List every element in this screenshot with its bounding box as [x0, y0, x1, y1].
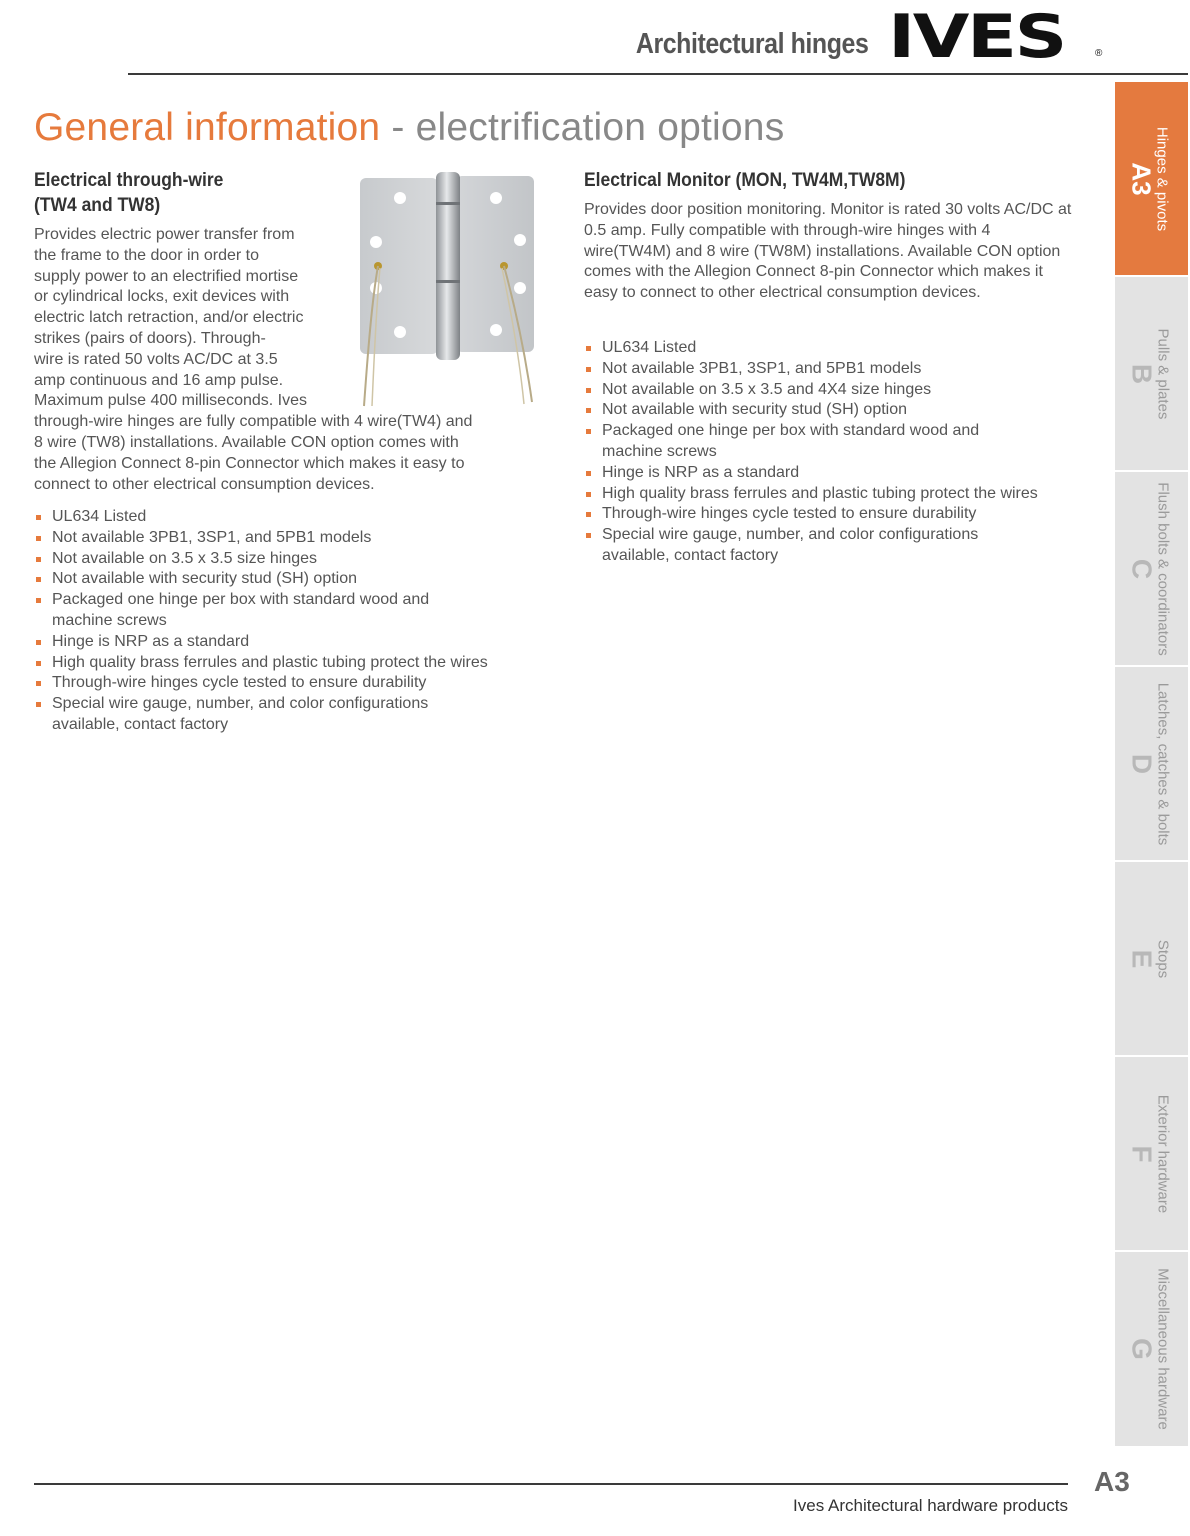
- registered-mark: ®: [1095, 48, 1103, 59]
- page-title-rest: electrification options: [415, 106, 785, 149]
- footer-text: Ives Architectural hardware products: [793, 1496, 1068, 1515]
- through-wire-features: [34, 507, 544, 736]
- feature-item: Through-wire hinges cycle tested to ensure durability: [584, 504, 1084, 525]
- through-wire-title-line1: Electrical through-wire: [34, 170, 224, 191]
- description-line: amp continuous and 16 amp pulse.: [34, 371, 284, 389]
- through-wire-hinge-image: [356, 170, 538, 408]
- feature-item: Packaged one hinge per box with standard wood and machine screws: [584, 421, 1022, 463]
- tab-flush-bolts[interactable]: [1115, 470, 1188, 665]
- tab-letter: D: [1126, 753, 1157, 774]
- feature-item: High quality brass ferrules and plastic tubing protect the wires: [584, 484, 1084, 505]
- tab-miscellaneous-hardware[interactable]: [1115, 1250, 1188, 1446]
- tab-label: Pulls & plates: [1154, 328, 1171, 419]
- tab-letter: A3: [1126, 161, 1156, 196]
- feature-item: Packaged one hinge per box with standard wood and machine screws: [34, 590, 472, 632]
- tab-exterior-hardware[interactable]: [1115, 1055, 1188, 1250]
- feature-item: UL634 Listed: [584, 338, 1084, 359]
- tab-letter: G: [1126, 1338, 1157, 1360]
- ives-logo: IVES: [888, 2, 1065, 72]
- description-line: through-wire hinges are fully compatible with 4 wire(TW4) and: [34, 413, 473, 431]
- tab-label: Flush bolts & coordinators: [1154, 481, 1171, 656]
- screw-hole: [514, 234, 526, 246]
- feature-item: Not available with security stud (SH) option: [34, 569, 544, 590]
- screw-hole: [514, 282, 526, 294]
- tab-letter: F: [1126, 1144, 1157, 1163]
- monitor-description: Provides door position monitoring. Monitor is rated 30 volts AC/DC at 0.5 amp. Fully compatible with through-wire hinges with 4 wire(TW4M) and 8 wire (TW8M) installations. Available CON option comes with the Allegion Connect 8-pin Connector which makes it easy to connect to other electrical consumption devices.: [584, 201, 1072, 302]
- tab-label: Exterior hardware: [1154, 1094, 1171, 1213]
- description-line: the frame to the door in order to: [34, 246, 260, 264]
- description-line: Maximum pulse 400 milliseconds. Ives: [34, 392, 307, 410]
- screw-hole: [490, 192, 502, 204]
- tab-hinges-pivots[interactable]: [1115, 80, 1188, 275]
- tab-label: Latches, catches & bolts: [1154, 682, 1171, 845]
- description-line: or cylindrical locks, exit devices with: [34, 288, 290, 306]
- description-line: connect to other electrical consumption devices.: [34, 475, 375, 493]
- feature-item: High quality brass ferrules and plastic tubing protect the wires: [34, 653, 544, 674]
- screw-hole: [394, 326, 406, 338]
- tab-pulls-plates[interactable]: [1115, 275, 1188, 470]
- header-rule: [128, 73, 1188, 75]
- description-line: the Allegion Connect 8-pin Connector which makes it easy to: [34, 454, 465, 472]
- tab-latches[interactable]: [1115, 665, 1188, 860]
- monitor-features: [584, 338, 1084, 567]
- monitor-title: Electrical Monitor (MON, TW4M,TW8M): [584, 170, 906, 191]
- page-title-accent: General information: [34, 106, 381, 149]
- description-line: wire is rated 50 volts AC/DC at 3.5: [34, 350, 278, 368]
- description-line: 8 wire (TW8) installations. Available CON option comes with: [34, 433, 459, 451]
- feature-item: Not available 3PB1, 3SP1, and 5PB1 models: [34, 528, 544, 549]
- feature-item: Not available 3PB1, 3SP1, and 5PB1 models: [584, 359, 1084, 380]
- feature-item: Special wire gauge, number, and color configurations available, contact factory: [34, 694, 472, 736]
- tab-label: Hinges & pivots: [1153, 126, 1170, 231]
- screw-hole: [394, 192, 406, 204]
- description-line: supply power to an electrified mortise: [34, 267, 299, 285]
- screw-hole: [370, 236, 382, 248]
- tab-letter: C: [1126, 558, 1157, 579]
- hinge-barrel: [436, 172, 460, 360]
- page-title-separator: -: [391, 106, 405, 149]
- tab-label: Miscellaneous hardware: [1154, 1268, 1171, 1430]
- screw-hole: [490, 324, 502, 336]
- through-wire-title-line2: (TW4 and TW8): [34, 195, 161, 216]
- description-line: electric latch retraction, and/or electric: [34, 309, 304, 327]
- hinge-knuckle-top: [436, 202, 460, 205]
- description-line: Provides electric power transfer from: [34, 226, 295, 243]
- tab-stops[interactable]: [1115, 860, 1188, 1055]
- feature-item: Not available on 3.5 x 3.5 and 4X4 size hinges: [584, 380, 1084, 401]
- through-wire-title: [34, 168, 223, 218]
- description-line: strikes (pairs of doors). Through-: [34, 329, 266, 347]
- feature-item: Not available on 3.5 x 3.5 size hinges: [34, 549, 544, 570]
- page-number: A3: [1094, 1466, 1130, 1497]
- feature-item: Through-wire hinges cycle tested to ensure durability: [34, 673, 544, 694]
- header-title: Architectural hinges: [635, 28, 868, 60]
- feature-item: UL634 Listed: [34, 507, 544, 528]
- tab-letter: E: [1126, 949, 1157, 968]
- footer-rule: [34, 1483, 1068, 1485]
- feature-item: Hinge is NRP as a standard: [34, 632, 544, 653]
- tab-letter: B: [1126, 363, 1157, 384]
- feature-item: Special wire gauge, number, and color configurations available, contact factory: [584, 525, 1022, 567]
- section-tabs: [1115, 80, 1188, 1446]
- feature-item: Hinge is NRP as a standard: [584, 463, 1084, 484]
- tab-label: Stops: [1154, 939, 1171, 978]
- feature-item: Not available with security stud (SH) option: [584, 400, 1084, 421]
- page-title: [34, 106, 784, 150]
- hinge-knuckle-bottom: [436, 280, 460, 283]
